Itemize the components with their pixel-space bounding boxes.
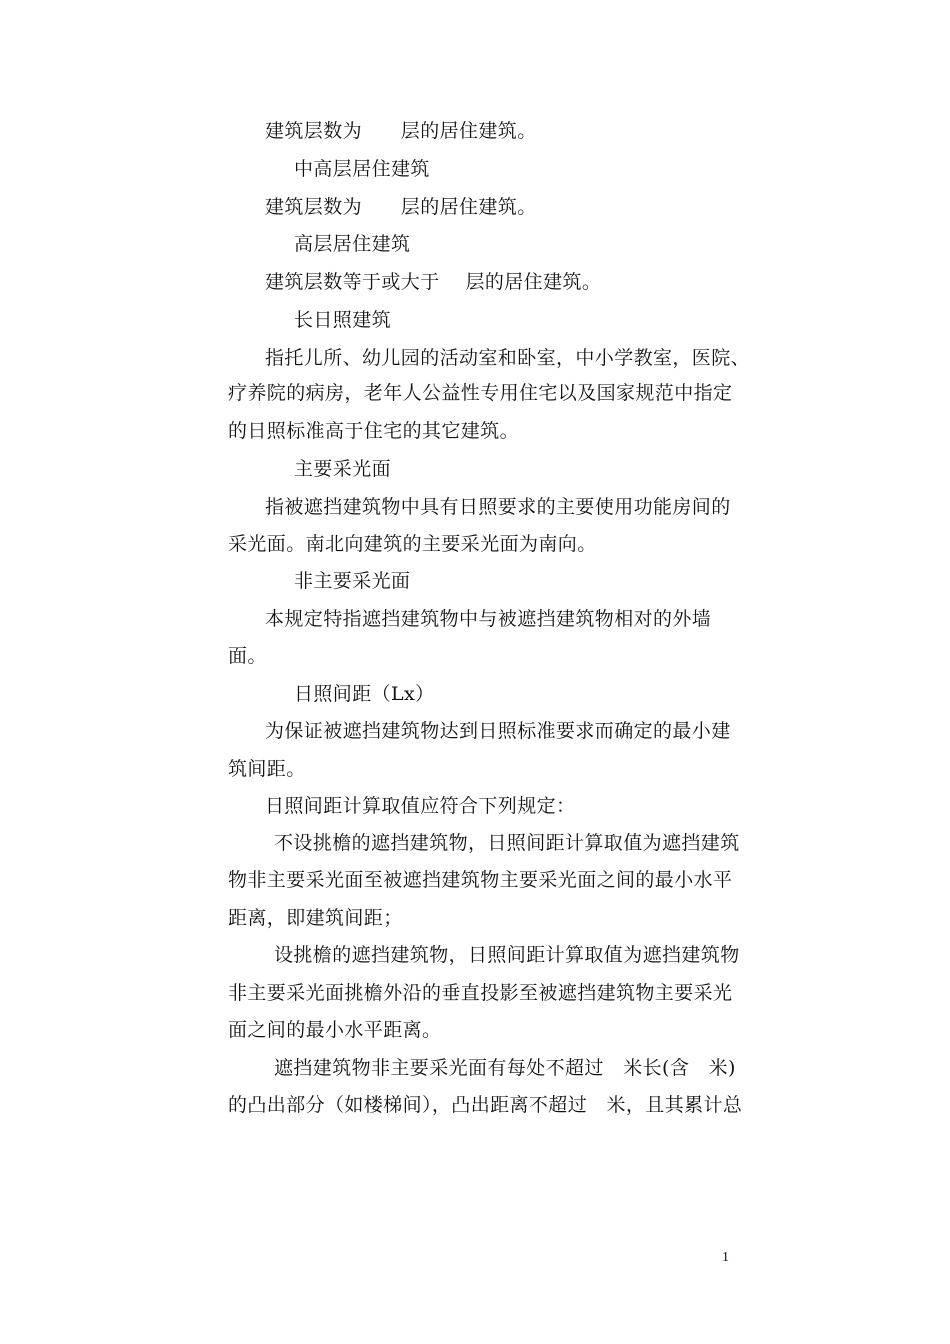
text-line: 筑间距。 [228,758,306,780]
text-line: 物非主要采光面至被遮挡建筑物主要采光面之间的最小水平 [228,869,733,891]
page-number: 1 [722,1250,729,1265]
text-line: 为保证被遮挡建筑物达到日照标准要求而确定的最小建 [265,720,731,742]
section-heading: 长日照建筑 [294,309,392,331]
section-heading: 高层居住建筑 [294,233,411,255]
section-heading: 非主要采光面 [294,570,411,592]
text-line: 疗养院的病房，老年人公益性专用住宅以及国家规范中指定 [228,382,733,404]
text-line: 的日照标准高于住宅的其它建筑。 [228,420,520,442]
text-line: 指托儿所、幼儿园的活动室和卧室，中小学教室，医院、 [265,347,751,369]
text-line: 设挑檐的遮挡建筑物，日照间距计算取值为遮挡建筑物 [274,944,740,966]
text-line: 指被遮挡建筑物中具有日照要求的主要使用功能房间的 [265,496,731,518]
text-line: 本规定特指遮挡建筑物中与被遮挡建筑物相对的外墙 [265,608,712,630]
text-line: 建筑层数为 层的居住建筑。 [265,120,537,142]
section-heading: 日照间距（Lx） [294,683,435,705]
text-line: 采光面。南北向建筑的主要采光面为南向。 [228,533,597,555]
section-heading: 主要采光面 [294,458,392,480]
text-line: 距离，即建筑间距； [228,907,403,929]
text-line: 遮挡建筑物非主要采光面有每处不超过 米长(含 米) [274,1057,736,1079]
text-line: 面之间的最小水平距离。 [228,1019,442,1041]
section-heading: 中高层居住建筑 [294,158,430,180]
text-line: 非主要采光面挑檐外沿的垂直投影至被遮挡建筑物主要采光 [228,982,733,1004]
text-line: 的凸出部分（如楼梯间），凸出距离不超过 米，且其累计总 [228,1094,743,1116]
text-line: 建筑层数等于或大于 层的居住建筑。 [265,271,602,293]
text-line: 面。 [228,645,267,667]
text-line: 日照间距计算取值应符合下列规定： [265,795,576,817]
text-line: 建筑层数为 层的居住建筑。 [265,196,537,218]
text-line: 不设挑檐的遮挡建筑物，日照间距计算取值为遮挡建筑 [274,832,740,854]
